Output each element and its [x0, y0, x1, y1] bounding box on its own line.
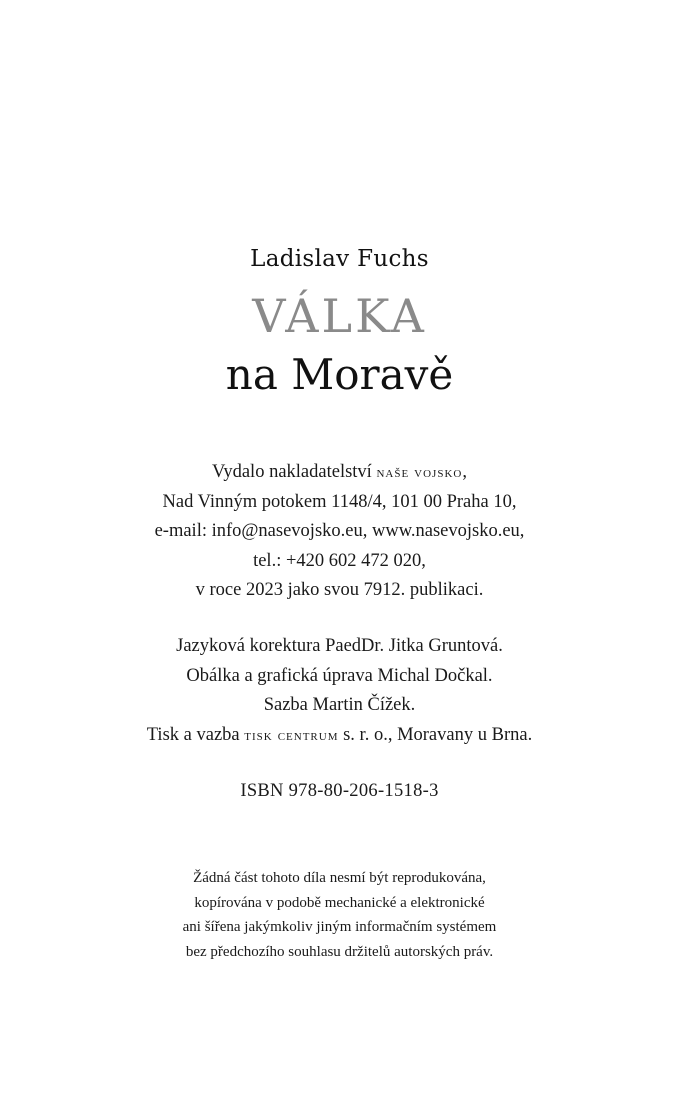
copyright-notice — [0, 866, 679, 964]
publisher-name: naše vojsko — [376, 464, 463, 481]
credit-proofreading: Jazyková korektura PaedDr. Jitka Gruntová. — [176, 636, 503, 656]
copyright-line: Žádná část tohoto díla nesmí být reprodukována, — [193, 870, 486, 886]
imprint-block — [0, 458, 679, 606]
imprint-line-year: v roce 2023 jako svou 7912. publikaci. — [195, 580, 484, 600]
imprint-line-address: Nad Vinným potokem 1148/4, 101 00 Praha 10, — [162, 491, 517, 512]
imprint-line-publisher: Vydalo nakladatelství naše vojsko, — [212, 462, 467, 482]
credit-typesetting: Sazba Martin Čížek. — [263, 695, 416, 715]
credits-block — [0, 632, 679, 750]
copyright-line: kopírována v podobě mechanické a elektronické — [194, 894, 485, 911]
imprint-line-contact: e-mail: info@nasevojsko.eu, www.nasevojsko.eu, — [154, 521, 525, 541]
isbn: ISBN 978-80-206-1518-3 — [240, 781, 439, 801]
credit-print: Tisk a vazba tisk centrum s. r. o., Moravany u Brna. — [146, 724, 533, 745]
printer-name: tisk centrum — [244, 726, 339, 744]
author-name: Ladislav Fuchs — [250, 246, 429, 272]
book-title-main: VÁLKA — [252, 289, 427, 343]
copyright-line: ani šířena jakýmkoliv jiným informačním systémem — [182, 919, 497, 935]
imprint-line-phone: tel.: +420 602 472 020, — [253, 550, 426, 571]
credit-cover: Obálka a grafická úprava Michal Dočkal. — [186, 665, 493, 686]
copyright-line: bez předchozího souhlasu držitelů autorských práv. — [185, 943, 494, 960]
book-title-sub: na Moravě — [225, 350, 454, 399]
